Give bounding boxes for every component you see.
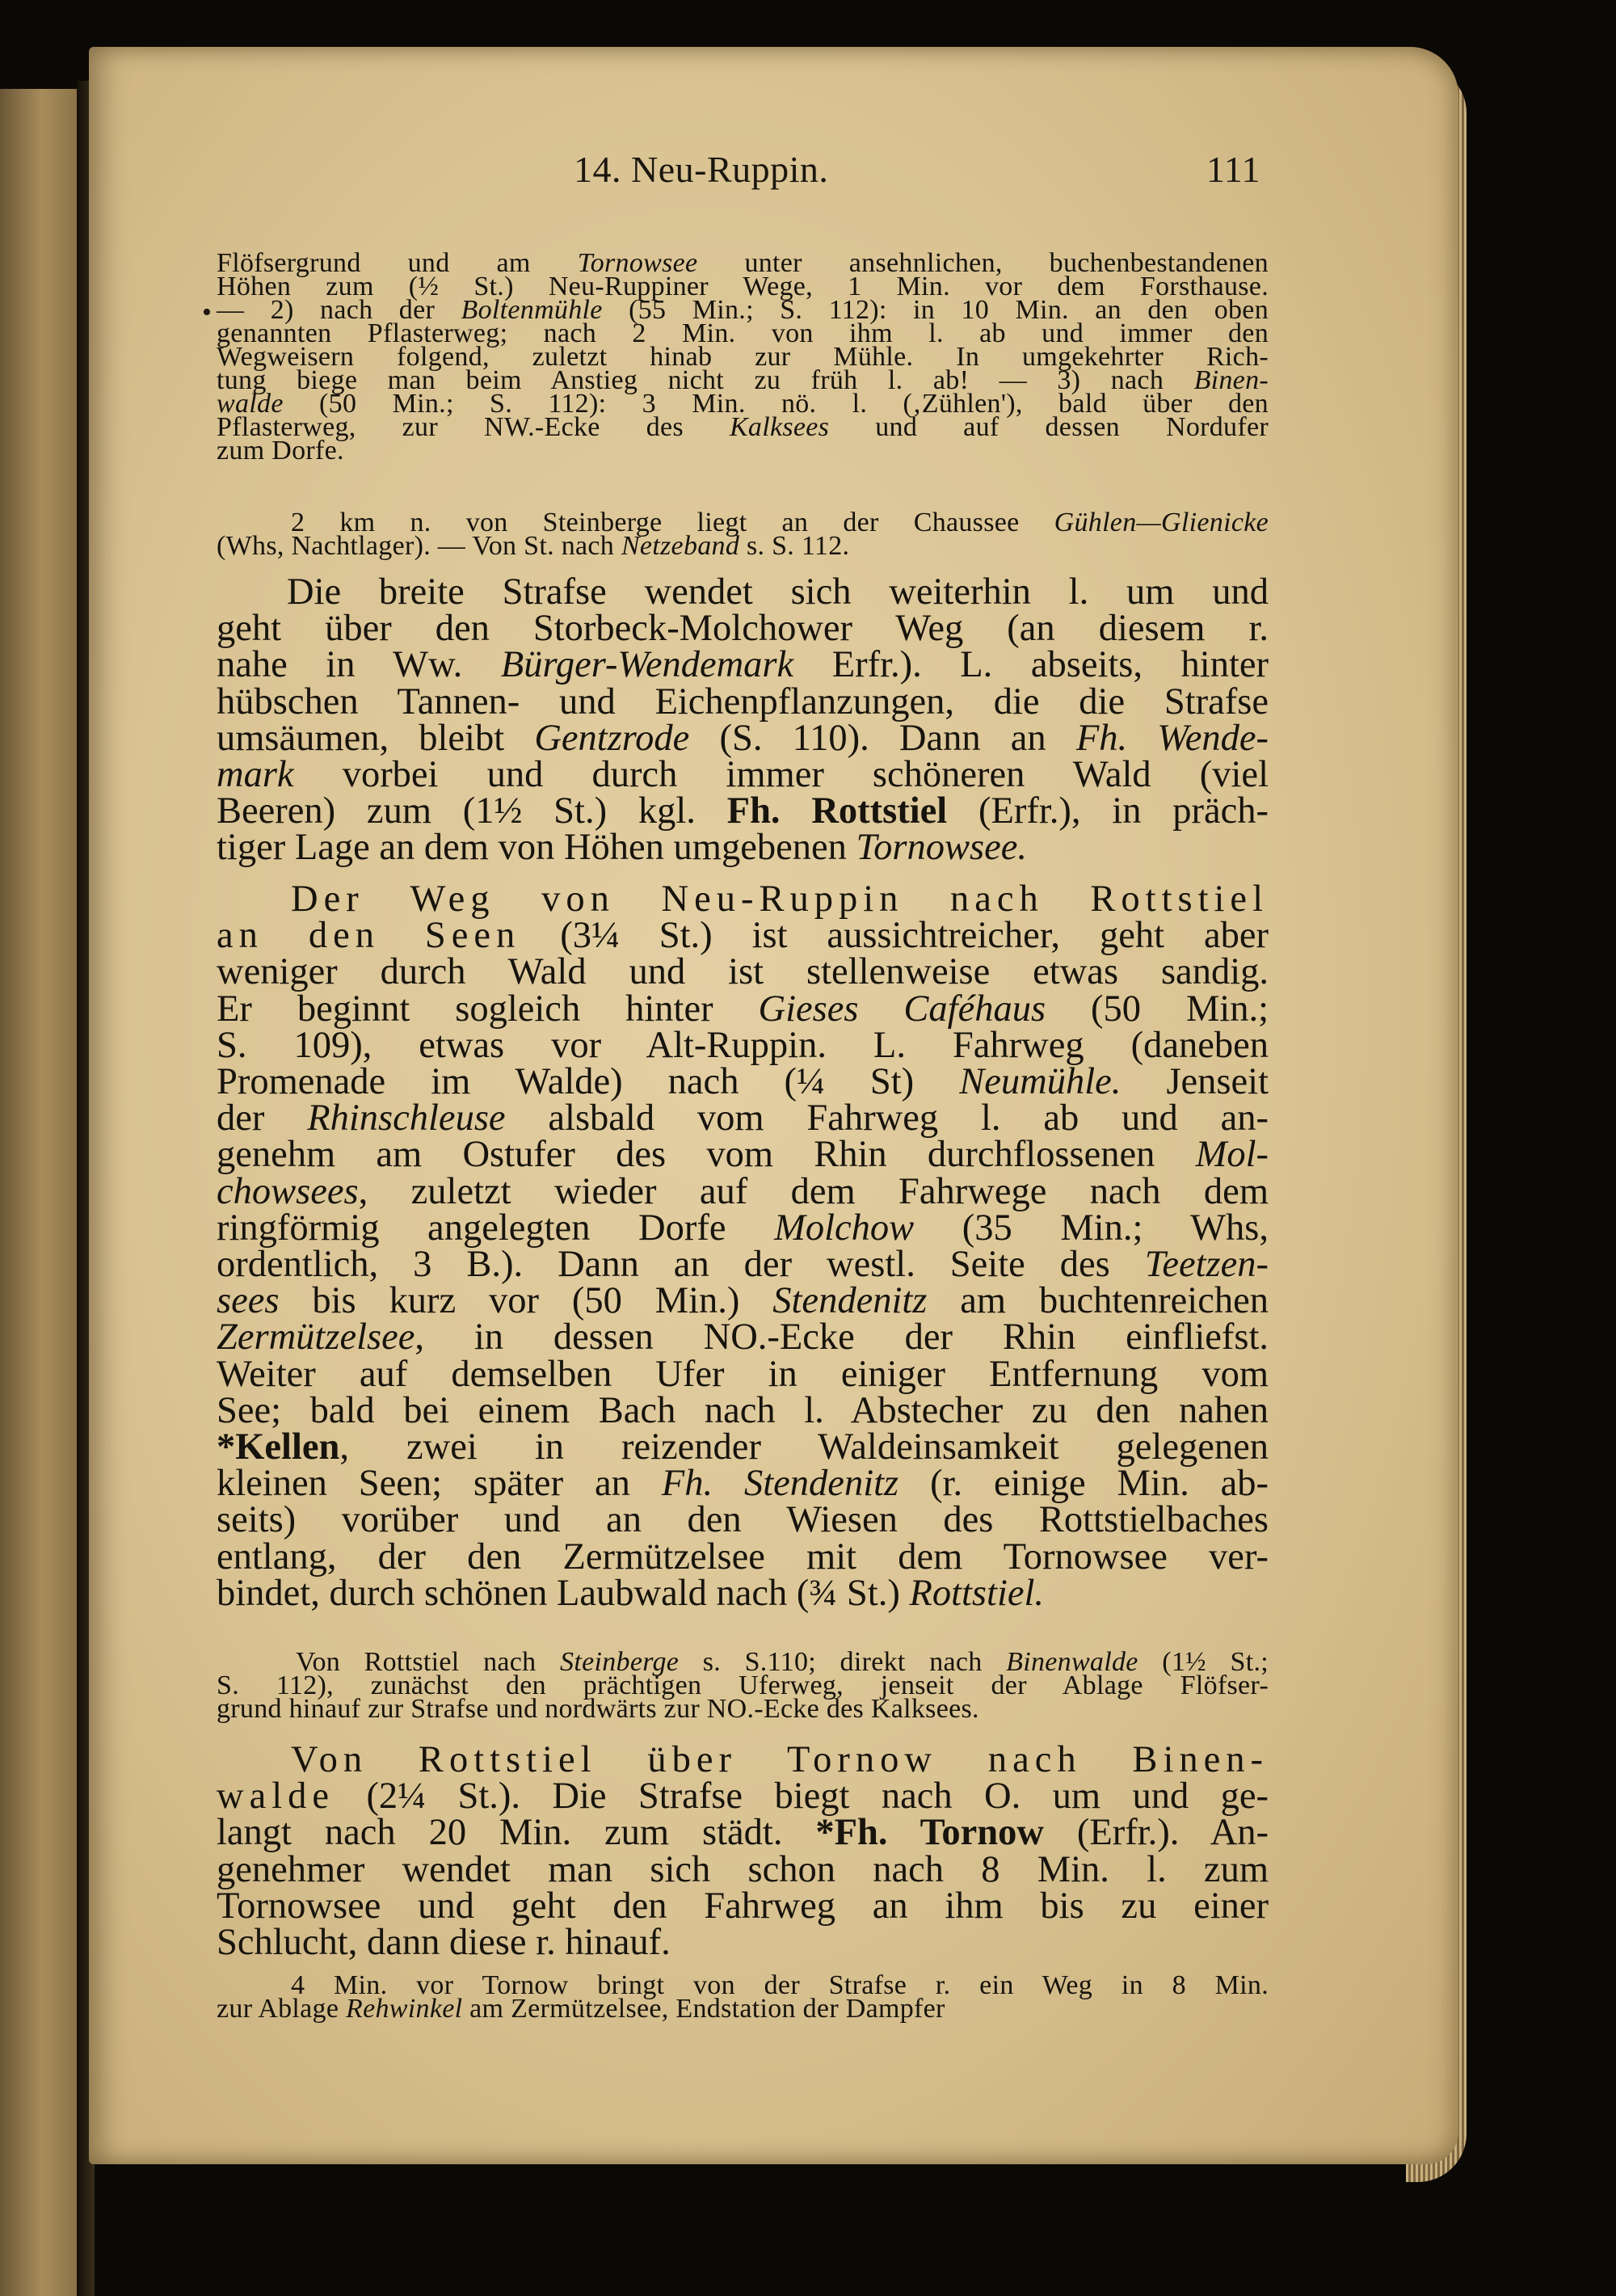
text-segment: tiger Lage an dem von Höhen umgebenen xyxy=(217,827,856,869)
paragraph-rottstiel-note xyxy=(217,1647,1269,1724)
text-segment: *Kellen xyxy=(217,1426,340,1468)
text-segment: weniger durch Wald und ist stellenweise etwas sandig. xyxy=(217,951,1269,993)
text-segment: ordentlich, 3 B.). Dann an der westl. Seite des xyxy=(217,1244,1145,1286)
text-segment: See; bald bei einem Bach nach l. Abstecher zu den nahen xyxy=(217,1389,1269,1431)
text-segment: Beeren) zum (1½ St.) kgl. xyxy=(217,790,727,832)
text-segment: Von Rottstiel über Tornow nach Binen- xyxy=(291,1739,1269,1780)
text-segment: Gentzrode xyxy=(534,717,690,759)
page-header xyxy=(574,148,1260,204)
text-line xyxy=(217,1317,1269,1359)
text-segment: Die breite Strafse wendet sich weiterhin l. um und xyxy=(287,571,1269,613)
text-line xyxy=(217,1463,1269,1505)
text-segment: (Erfr.). An- xyxy=(1043,1812,1269,1854)
text-segment: Binenwalde xyxy=(1006,1647,1138,1677)
running-title: 14. Neu-Ruppin. xyxy=(574,149,829,190)
text-segment: Der Weg von Neu-Ruppin nach Rottstiel xyxy=(291,878,1269,920)
text-segment: tung biege man beim Anstieg nicht zu früh l. ab! — 3) nach xyxy=(217,365,1194,395)
text-segment: Kalksees xyxy=(729,412,830,442)
text-line xyxy=(217,571,1269,613)
text-line xyxy=(217,1694,1269,1724)
text-segment: hübschen Tannen- und Eichenpflanzungen, die die Strafse xyxy=(217,680,1269,723)
text-segment: , zuletzt wieder auf dem Fahrwege nach dem xyxy=(358,1170,1269,1212)
text-line xyxy=(217,1739,1269,1780)
text-segment: Schlucht, dann diese r. hinauf. xyxy=(217,1922,671,1964)
text-line xyxy=(217,1280,1269,1322)
text-segment: S. 112), zunächst den prächtigen Uferweg, jenseit der Ablage Flöfser- xyxy=(217,1670,1269,1700)
text-line xyxy=(217,1207,1269,1249)
text-segment: Steinberge xyxy=(560,1647,680,1677)
text-segment: Netzeband xyxy=(621,531,740,561)
text-segment: entlang, der den Zermützelsee mit dem Tornowsee ver- xyxy=(217,1536,1269,1578)
text-segment: Promenade im Walde) nach (¼ St) xyxy=(217,1061,960,1103)
text-line xyxy=(217,1994,1269,2024)
text-segment: Zermützelsee xyxy=(217,1317,415,1359)
text-segment: S. 109), etwas vor Alt-Ruppin. L. Fahrweg (daneben xyxy=(217,1024,1269,1066)
text-line xyxy=(217,1885,1269,1927)
text-segment: an den Seen xyxy=(217,915,521,957)
text-segment: grund hinauf zur Strafse und nordwärts zur NO.-Ecke des Kalksees. xyxy=(217,1694,979,1724)
text-segment: vorbei und durch immer schöneren Wald (viel xyxy=(293,754,1269,796)
text-line xyxy=(217,1353,1269,1395)
text-segment: (50 Min.; S. 112): 3 Min. nö. l. (‚Zühlen'), bald über den xyxy=(283,389,1269,419)
text-segment: Wegweisern folgend, zuletzt hinab zur Mühle. In umgekehrter Rich- xyxy=(217,342,1269,372)
text-segment: Stendenitz xyxy=(772,1280,928,1322)
text-line xyxy=(217,1922,1269,1964)
paragraph-steinberge-note xyxy=(217,508,1269,561)
text-line xyxy=(217,412,1269,442)
text-line xyxy=(217,951,1269,993)
text-segment: ringförmig angelegten Dorfe xyxy=(217,1207,775,1249)
text-segment: Jenseit xyxy=(1121,1061,1269,1103)
text-line xyxy=(217,1097,1269,1140)
text-segment: 2 km n. von Steinberge liegt an der Chaussee xyxy=(291,508,1054,537)
text-line xyxy=(217,680,1269,723)
text-segment: sees xyxy=(217,1280,280,1322)
text-segment: Rhinschleuse xyxy=(307,1097,506,1140)
text-segment: Höhen zum (½ St.) Neu-Ruppiner Wege, 1 Min. vor dem Forsthause. xyxy=(217,272,1269,301)
text-segment: Tornowsee und geht den Fahrweg an ihm bis zu einer xyxy=(217,1885,1269,1927)
text-line xyxy=(217,1426,1269,1468)
text-segment: langt nach 20 Min. zum städt. xyxy=(217,1812,816,1854)
text-line xyxy=(217,915,1269,957)
text-segment: Flöfsergrund und am xyxy=(217,248,578,278)
text-segment: — 2) nach der xyxy=(217,295,461,325)
text-line xyxy=(217,878,1269,920)
text-segment: , zwei in reizender Waldeinsamkeit gelegenen xyxy=(339,1426,1269,1468)
text-segment: Gühlen—Glienicke xyxy=(1054,508,1269,537)
text-segment: 4 Min. vor Tornow bringt von der Strafse r. ein Weg in 8 Min. xyxy=(291,1970,1269,2000)
text-segment: (50 Min.; xyxy=(1046,988,1269,1030)
text-segment: Fh. Rottstiel xyxy=(726,790,948,832)
text-line xyxy=(217,827,1269,869)
text-line xyxy=(217,790,1269,832)
text-segment: genehm am Ostufer des vom Rhin durchflossenen xyxy=(217,1134,1196,1176)
text-line xyxy=(217,436,1269,466)
text-segment: zur Ablage xyxy=(217,1994,347,2024)
paragraph-rottstiel-road xyxy=(217,571,1269,869)
text-segment: Molchow xyxy=(774,1207,915,1249)
text-segment: (S. 110). Dann an xyxy=(689,717,1076,759)
text-line xyxy=(217,1848,1269,1890)
text-line xyxy=(217,1499,1269,1541)
text-segment: Rottstiel. xyxy=(909,1572,1045,1614)
paragraph-seen-route xyxy=(217,878,1269,1614)
text-line xyxy=(217,988,1269,1030)
text-line xyxy=(217,1244,1269,1286)
text-segment: Erfr.). L. abseits, hinter xyxy=(793,644,1269,686)
text-segment: nahe in Ww. xyxy=(217,644,501,686)
text-segment: genannten Pflasterweg; nach 2 Min. von ihm l. ab und immer den xyxy=(217,318,1269,348)
text-segment: am Zermützelsee, Endstation der Dampfer xyxy=(462,1994,945,2024)
text-segment: Er beginnt sogleich hinter xyxy=(217,988,759,1030)
text-segment: zum Dorfe. xyxy=(217,436,344,466)
text-line xyxy=(217,1061,1269,1103)
text-segment: mark xyxy=(217,754,294,796)
text-segment: kleinen Seen; später an xyxy=(217,1463,662,1505)
text-segment: am buchtenreichen xyxy=(927,1280,1269,1322)
margin-mark: • xyxy=(202,297,212,327)
paragraph-tornow-note xyxy=(217,1970,1269,2024)
text-segment: chowsees xyxy=(217,1170,359,1212)
text-segment: (35 Min.; Whs, xyxy=(914,1207,1269,1249)
text-segment: Bürger-Wendemark xyxy=(500,644,794,686)
text-segment: (1½ St.; xyxy=(1138,1647,1269,1677)
text-segment: Neumühle. xyxy=(959,1061,1122,1103)
text-segment: Fh. Stendenitz xyxy=(661,1463,899,1505)
text-segment: Rehwinkel xyxy=(346,1994,463,2024)
text-segment: Von Rottstiel nach xyxy=(296,1647,561,1677)
text-segment: Mol- xyxy=(1195,1134,1269,1176)
text-segment: (Erfr.), in präch- xyxy=(947,790,1269,832)
text-line xyxy=(217,1812,1269,1854)
text-segment: seits) vorüber und an den Wiesen des Rottstielbaches xyxy=(217,1499,1269,1541)
text-segment: (r. einige Min. ab- xyxy=(898,1463,1269,1505)
text-segment: unter ansehnlichen, buchenbestandenen xyxy=(697,248,1269,278)
text-segment: bindet, durch schönen Laubwald nach (¾ St.) xyxy=(217,1572,910,1614)
text-segment: walde xyxy=(217,1776,335,1818)
text-line xyxy=(217,717,1269,759)
text-segment: Tornowsee. xyxy=(856,827,1027,869)
text-segment: (2¼ St.). Die Strafse biegt nach O. um und ge- xyxy=(335,1776,1269,1818)
text-line xyxy=(217,1024,1269,1066)
text-segment: der xyxy=(217,1097,308,1140)
text-segment: (55 Min.; S. 112): in 10 Min. an den oben xyxy=(602,295,1269,325)
text-segment: , in dessen NO.-Ecke der Rhin einfliefst. xyxy=(415,1317,1269,1359)
text-line xyxy=(217,608,1269,650)
text-segment: und auf dessen Nordufer xyxy=(829,412,1269,442)
text-segment: bis kurz vor (50 Min.) xyxy=(279,1280,773,1322)
paragraph-tornow-route xyxy=(217,1739,1269,1964)
text-line xyxy=(217,1389,1269,1431)
text-segment: genehmer wendet man sich schon nach 8 Min. l. zum xyxy=(217,1848,1269,1890)
text-line xyxy=(217,644,1269,686)
text-segment: geht über den Storbeck-Molchower Weg (an diesem r. xyxy=(217,608,1269,650)
text-line xyxy=(217,1170,1269,1212)
text-line xyxy=(217,1134,1269,1176)
text-segment: Pflasterweg, zur NW.-Ecke des xyxy=(217,412,730,442)
text-segment: Boltenmühle xyxy=(461,295,603,325)
paragraph-excursions xyxy=(217,248,1269,466)
text-line xyxy=(217,754,1269,796)
text-segment: alsbald vom Fahrweg l. ab und an- xyxy=(505,1097,1269,1140)
text-segment: (Whs, Nachtlager). — Von St. nach xyxy=(217,531,621,561)
text-segment: s. S.110; direkt nach xyxy=(679,1647,1007,1677)
text-line xyxy=(217,1572,1269,1614)
text-segment: (3¼ St.) ist aussichtreicher, geht aber xyxy=(520,915,1269,957)
text-line xyxy=(217,531,1269,561)
text-segment: walde xyxy=(217,389,284,419)
text-segment: Tornowsee xyxy=(577,248,698,278)
previous-page-edge xyxy=(0,89,77,2296)
text-segment: umsäumen, bleibt xyxy=(217,717,535,759)
text-line xyxy=(217,1536,1269,1578)
text-segment: Teetzen- xyxy=(1144,1244,1269,1286)
text-segment: Weiter auf demselben Ufer in einiger Entfernung vom xyxy=(217,1353,1269,1395)
text-segment: Fh. Wende- xyxy=(1075,717,1269,759)
text-line xyxy=(217,1776,1269,1818)
page-number: 111 xyxy=(1206,149,1260,190)
text-segment: *Fh. Tornow xyxy=(815,1812,1044,1854)
text-segment: Gieses Caféhaus xyxy=(758,988,1046,1030)
text-segment: s. S. 112. xyxy=(739,531,850,561)
text-segment: Binen- xyxy=(1193,365,1269,395)
